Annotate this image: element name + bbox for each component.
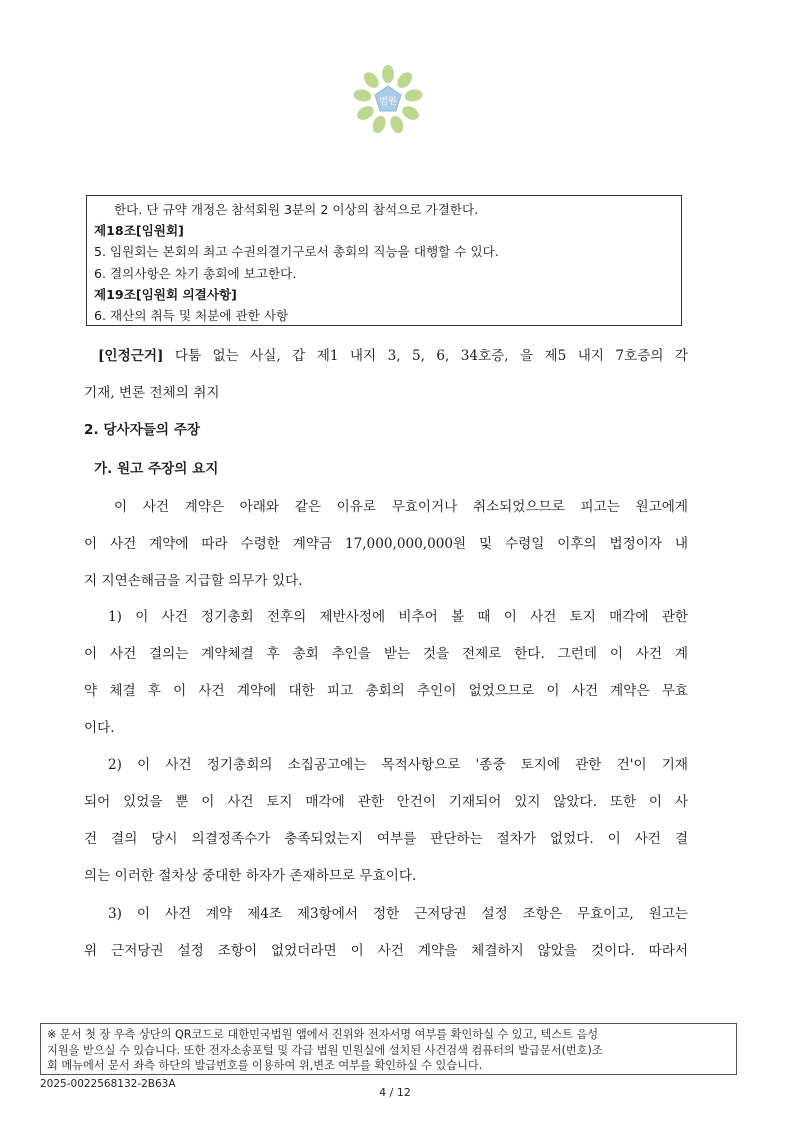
paragraph-line: 1) 이 사건 정기총회 전후의 제반사정에 비추어 볼 때 이 사건 토지 매각에 관한 xyxy=(108,609,688,625)
notice-line: 회 메뉴에서 문서 좌측 하단의 발급번호를 이용하여 위,변조 여부를 확인하실 수 있습니다. xyxy=(47,1059,483,1072)
bylaw-line: 한다. 단 규약 개정은 참석회원 3분의 2 이상의 참석으로 가결한다. xyxy=(114,202,479,217)
evidence-text: 다툼 없는 사실, 갑 제1 내지 3, 5, 6, 34호증, 을 제5 내지 7호증의 각 xyxy=(174,348,689,364)
paragraph-line: 2) 이 사건 정기총회의 소집공고에는 목적사항으로 '종중 토지에 관한 건'이 기재 xyxy=(108,757,688,773)
paragraph-line: 이 사건 계약은 아래와 같은 이유로 무효이거나 취소되었으므로 피고는 원고에게 xyxy=(114,499,688,515)
page-number: 4 / 12 xyxy=(379,1086,411,1099)
paragraph-line: 약 체결 후 이 사건 계약에 대한 피고 총회의 추인이 없었으므로 이 사건 계약은 무효 xyxy=(84,683,688,699)
section-heading: 2. 당사자들의 주장 xyxy=(84,422,201,438)
bylaw-article-heading: 제19조[임원회 의결사항] xyxy=(94,286,237,302)
evidence-label: [인정근거] xyxy=(98,348,164,364)
bylaw-line: 6. 결의사항은 차기 총회에 보고한다. xyxy=(94,265,297,281)
paragraph-line: 이다. xyxy=(84,720,115,736)
paragraph-line: 이 사건 계약에 따라 수령한 계약금 17,000,000,000원 및 수령일 이후의 법정이자 내 xyxy=(84,536,688,552)
bylaw-excerpt-box xyxy=(86,195,682,326)
evidence-line: 기재, 변론 전체의 취지 xyxy=(84,385,220,401)
paragraph-line: 위 근저당권 설정 조항이 없었더라면 이 사건 계약을 체결하지 않았을 것이다. 따라서 xyxy=(84,943,688,959)
evidence-line xyxy=(98,344,688,364)
notice-line: 지원을 받으실 수 있습니다. 또한 전자소송포털 및 각급 법원 민원실에 설치된 사건검색 컴퓨터의 발급문서(번호)조 xyxy=(47,1043,603,1057)
bylaw-line: 5. 임원회는 본회의 최고 수권의결기구로서 총회의 직능을 대행할 수 있다. xyxy=(94,244,499,260)
paragraph-line: 건 결의 당시 의결정족수가 충족되었는지 여부를 판단하는 절차가 없었다. 이 사건 결 xyxy=(84,831,688,847)
paragraph-line: 의는 이러한 절차상 중대한 하자가 존재하므로 무효이다. xyxy=(84,868,417,884)
subsection-heading: 가. 원고 주장의 요지 xyxy=(94,461,219,477)
seal-text: 법원 xyxy=(379,97,397,107)
document-issue-number: 2025-0022568132-2B63A xyxy=(40,1078,176,1090)
verification-notice xyxy=(40,1023,737,1075)
paragraph-line: 3) 이 사건 계약 제4조 제3항에서 정한 근저당권 설정 조항은 무효이고, 원고는 xyxy=(108,906,688,922)
bylaw-article-heading: 제18조[임원회] xyxy=(94,223,184,239)
paragraph-line: 되어 있었을 뿐 이 사건 토지 매각에 관한 안건이 기재되어 있지 않았다. 또한 이 사 xyxy=(84,794,688,810)
notice-line: ※ 문서 첫 장 우측 상단의 QR코드로 대한민국법원 앱에서 진위와 전자서명 여부를 확인하실 수 있고, 텍스트 음성 xyxy=(47,1028,599,1041)
bylaw-line: 6. 재산의 취득 및 처분에 관한 사항 xyxy=(94,308,289,324)
court-seal-emblem xyxy=(352,64,424,136)
paragraph-line: 이 사건 결의는 계약체결 후 총회 추인을 받는 것을 전제로 한다. 그런데 이 사건 계 xyxy=(84,646,688,662)
paragraph-line: 지 지연손해금을 지급할 의무가 있다. xyxy=(84,573,303,589)
